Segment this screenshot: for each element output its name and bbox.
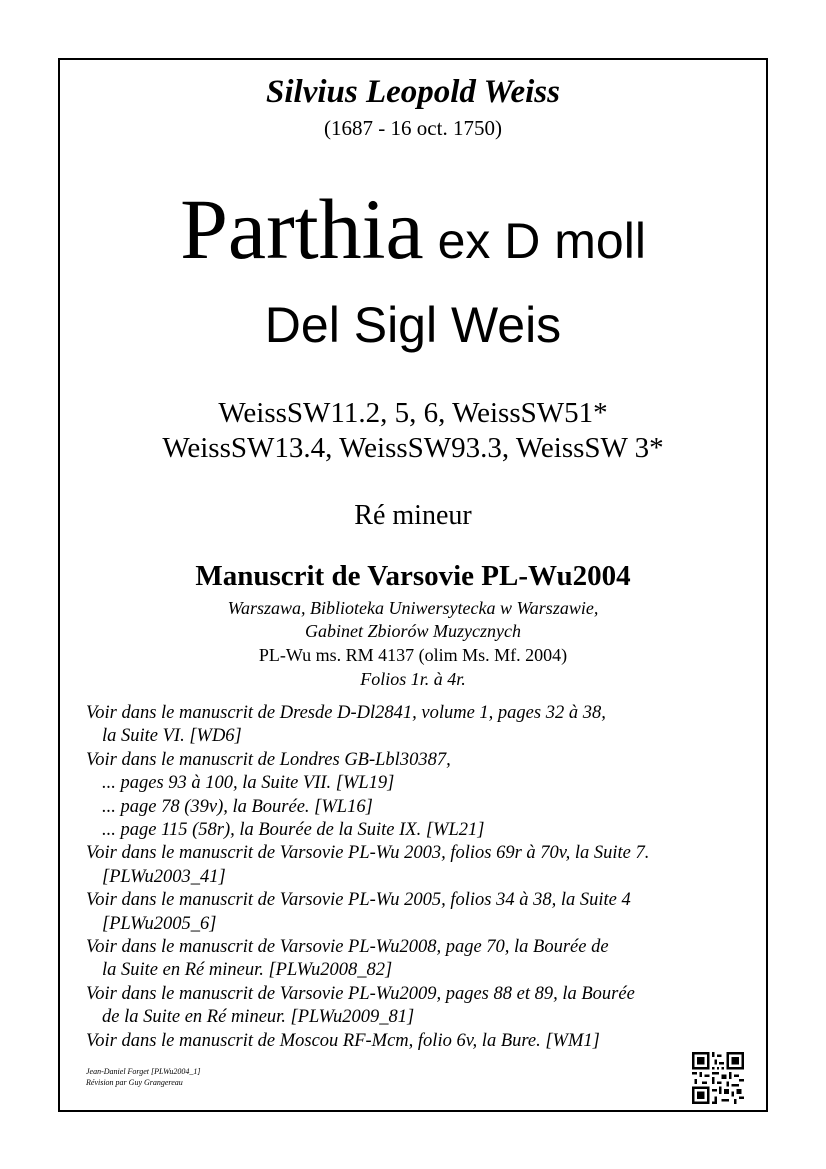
reference-line: [PLWu2005_6] [102,913,217,934]
title-rest: ex D moll [423,213,646,269]
folios: Folios 1r. à 4r. [360,669,466,689]
catalog-line-1: WeissSW11.2, 5, 6, WeissSW51* [218,397,608,429]
revision-credit: Révision par Guy Grangereau [86,1078,183,1087]
title-main: Parthia [180,181,424,277]
library-line-1: Warszawa, Biblioteka Uniwersytecka w Warszawie, [227,598,599,618]
reference-line: ... page 78 (39v), la Bourée. [WL16] [102,796,373,817]
reference-line: Voir dans le manuscrit de Londres GB-Lbl30387, [86,749,451,770]
reference-line: de la Suite en Ré mineur. [PLWu2009_81] [102,1007,415,1028]
reference-line: Voir dans le manuscrit de Varsovie PL-Wu2008, page 70, la Bourée de [86,937,609,958]
qr-code-icon [692,1052,744,1104]
reference-line: [PLWu2003_41] [102,866,226,887]
reference-line: Voir dans le manuscrit de Moscou RF-Mcm, folio 6v, la Bure. [WM1] [86,1030,600,1051]
reference-line: ... pages 93 à 100, la Suite VII. [WL19] [102,773,395,794]
composer-name: Silvius Leopold Weiss [266,74,560,110]
editor-credit: Jean-Daniel Forget [PLWu2004_1] [86,1067,201,1076]
reference-line: Voir dans le manuscrit de Dresde D-Dl2841, volume 1, pages 32 à 38, [86,703,606,723]
manuscript-title: Manuscrit de Varsovie PL-Wu2004 [195,560,631,592]
composer-dates: (1687 - 16 oct. 1750) [324,116,502,140]
reference-line: la Suite VI. [WD6] [102,726,242,747]
shelfmark: PL-Wu ms. RM 4137 (olim Ms. Mf. 2004) [258,645,568,665]
references-list [86,702,649,1053]
reference-line: la Suite en Ré mineur. [PLWu2008_82] [102,960,393,981]
reference-line: Voir dans le manuscrit de Varsovie PL-Wu 2003, folios 69r à 70v, la Suite 7. [86,843,650,864]
reference-line: ... page 115 (58r), la Bourée de la Suite IX. [WL21] [102,820,485,841]
catalog-line-2: WeissSW13.4, WeissSW93.3, WeissSW 3* [162,432,664,464]
work-title [0,181,826,277]
key-signature: Ré mineur [354,500,472,531]
reference-line: Voir dans le manuscrit de Varsovie PL-Wu2009, pages 88 et 89, la Bourée [86,983,635,1004]
library-line-2: Gabinet Zbiorów Muzycznych [305,621,521,641]
reference-line: Voir dans le manuscrit de Varsovie PL-Wu 2005, folios 34 à 38, la Suite 4 [86,890,631,911]
work-subtitle: Del Sigl Weis [264,297,562,353]
